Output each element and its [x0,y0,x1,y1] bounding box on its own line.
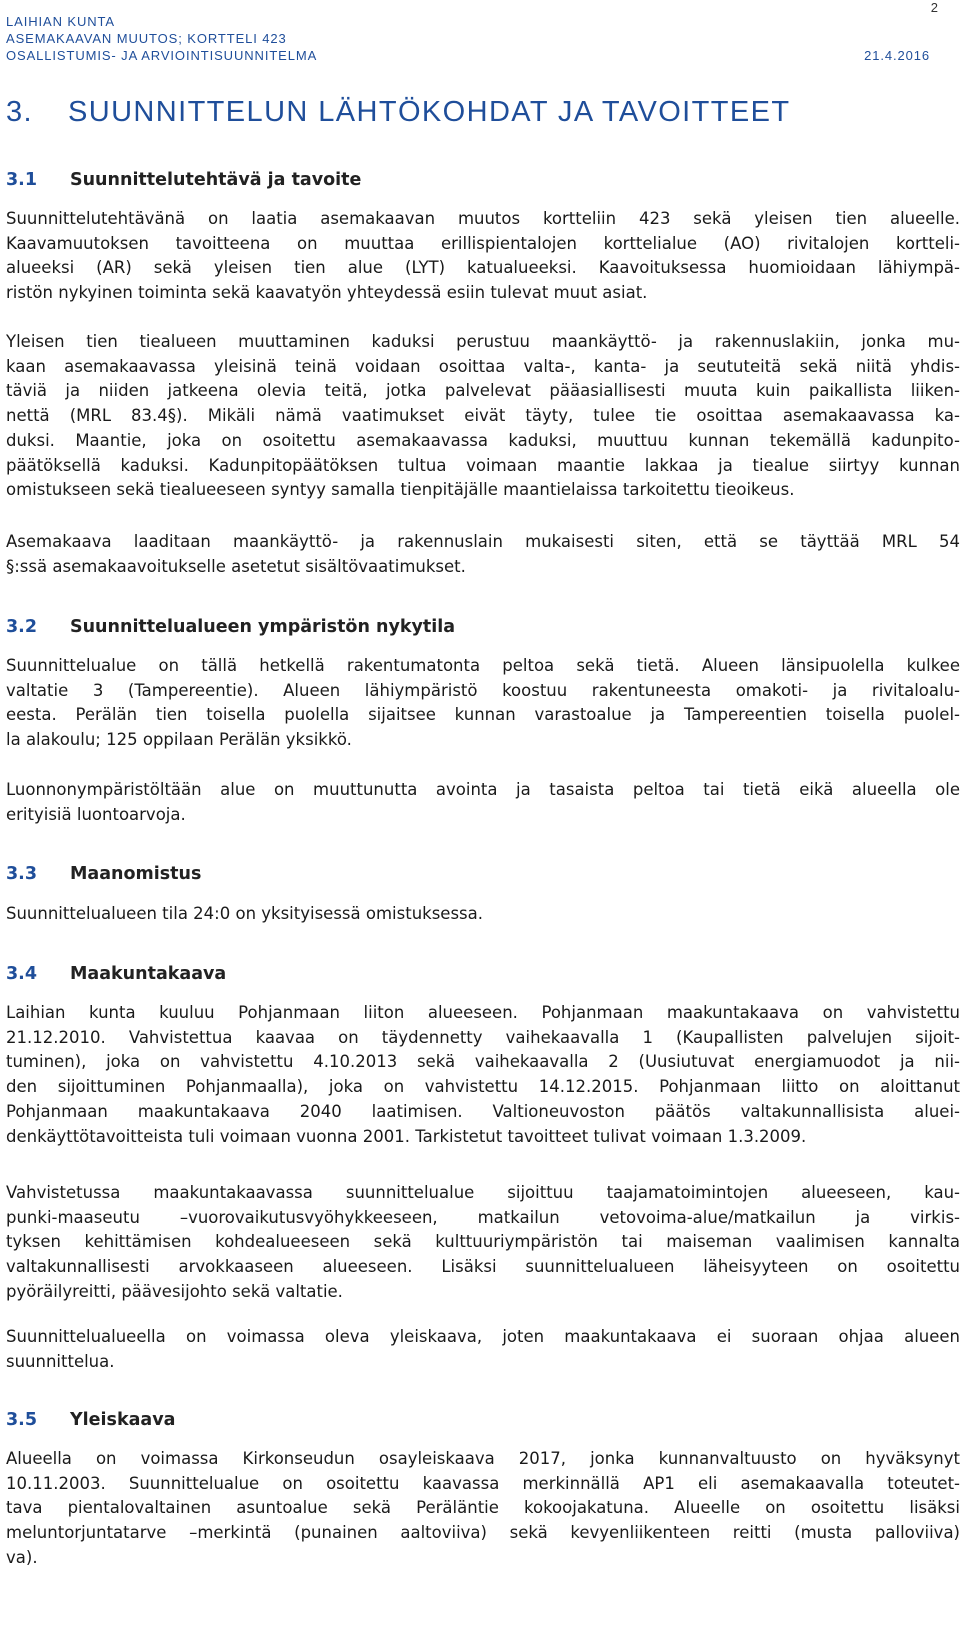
heading-3-1 [6,170,361,190]
text-line: Pohjanmaan maakuntakaava 2040 laatimisen. Valtioneuvoston päätös valtakunnallisista aluei- [6,1101,960,1121]
text-line: tyksen kehittämisen kohdealueeseen sekä kulttuuriympäristön tai maiseman vaalimisen kannalta [6,1232,960,1252]
text-line: la alakoulu; 125 oppilaan Perälän yksikkö. [6,730,352,750]
text-line: Suunnittelutehtävänä on laatia asemakaavan muutos kortteliin 423 sekä yleisen tien alueelle. [6,209,960,228]
text-line: kaan asemakaavassa yleisinä teinä voidaan osoittaa valta-, kanta- ja seututeitä sekä niitä yhdis- [6,356,960,376]
text-line: 10.11.2003. Suunnittelualue on osoitettu kaavassa merkinnällä AP1 eli asemakaavalla toteutet- [6,1473,960,1493]
heading-3-5 [6,1410,175,1430]
text-line: omistukseen sekä tiealueeseen syntyy samalla tienpitäjälle maantielaissa tarkoitettu tieoikeus. [6,480,795,500]
text-line: va). [6,1547,38,1567]
header-date: 21.4.2016 [864,48,930,63]
text-line: Vahvistetussa maakuntakaavassa suunnittelualue sijoittuu taajamatoimintojen alueeseen, kau- [6,1183,960,1202]
heading-number: 3.1 [6,170,38,190]
text-line: päätöksellä kaduksi. Kadunpitopäätöksen tultua voimaan maantie lakkaa ja tiealue siirtyy kunnan [6,455,960,475]
section-heading [6,96,790,129]
text-line: denkäyttötavoitteista tuli voimaan vuonna 2001. Tarkistetut tavoitteet tulivat voimaan 1.3.2009. [6,1126,807,1146]
paragraph-3-4-3 [6,1325,960,1374]
text-line: valtakunnallisesti arvokkaaseen alueeseen. Lisäksi suunnittelualueen läheisyyteen on osoitettu [6,1257,960,1277]
text-line: erityisiä luontoarvoja. [6,804,186,824]
text-line: alueeksi (AR) sekä yleisen tien alue (LYT) katualueeksi. Kaavoituksessa huomioidaan lähiympä- [6,258,960,278]
paragraph-3-3-1 [6,902,960,927]
heading-number: 3.3 [6,864,38,884]
text-line: pyöräilyreitti, päävesijohto sekä valtatie. [6,1281,343,1301]
text-line: Laihian kunta kuuluu Pohjanmaan liiton alueeseen. Pohjanmaan maakuntakaava on vahvistettu [6,1003,960,1022]
paragraph-3-4-1 [6,1001,960,1149]
text-line: ristön nykyinen toiminta sekä kaavatyön yhteydessä esiin tulevat muut asiat. [6,283,648,303]
page-number: 2 [930,0,938,15]
section-number: 3. [6,96,33,128]
heading-title: Maakuntakaava [70,964,227,984]
text-line: tava pientalovaltainen asuntoalue sekä Peräläntie kokoojakatuna. Alueelle on osoitettu lisäksi [6,1498,960,1518]
heading-3-4 [6,964,226,984]
text-line: valtatie 3 (Tampereentie). Alueen lähiympäristö koostuu rakentuneesta omakoti- ja rivitaloalu- [6,680,960,700]
text-line: §:ssä asemakaavoitukselle asetetut sisältövaatimukset. [6,556,466,576]
text-line: Kaavamuutoksen tavoitteena on muuttaa erillispientalojen korttelialue (AO) rivitalojen kortteli- [6,233,960,253]
heading-number: 3.2 [6,617,38,637]
heading-title: Suunnittelualueen ympäristön nykytila [70,617,456,637]
text-line: duksi. Maantie, joka on osoitettu asemakaavassa kaduksi, muuttuu kunnan tekemällä kadunpito- [6,430,960,450]
paragraph-3-5-1 [6,1447,960,1571]
heading-3-3 [6,864,201,884]
paragraph-3-1-2 [6,330,960,503]
text-line: 21.12.2010. Vahvistettua kaavaa on täydennetty vaihekaavalla 1 (Kaupallisten palvelujen sijoit- [6,1027,960,1047]
heading-3-2 [6,617,455,637]
header-doc: OSALLISTUMIS- JA ARVIOINTISUUNNITELMA [6,48,318,63]
text-line: Yleisen tien tiealueen muuttaminen kaduksi perustuu maankäyttö- ja rakennuslakiin, jonka mu- [6,332,960,351]
text-line: Alueella on voimassa Kirkonseudun osayleiskaava 2017, jonka kunnanvaltuusto on hyväksynyt [6,1449,960,1468]
paragraph-3-2-2 [6,778,960,827]
heading-number: 3.4 [6,964,38,984]
text-line: tuminen), joka on vahvistettu 4.10.2013 sekä vaihekaavalla 2 (Uusiutuvat energiamuodot ja nii- [6,1052,960,1072]
paragraph-3-4-2 [6,1181,960,1305]
text-line: Luonnonympäristöltään alue on muuttunutta avointa ja tasaista peltoa tai tietä eikä alueella ole [6,780,960,799]
heading-title: Suunnittelutehtävä ja tavoite [70,170,362,190]
text-line: suunnittelua. [6,1351,115,1371]
heading-title: Maanomistus [70,864,202,884]
text-line: Asemakaava laaditaan maankäyttö- ja rakennuslain mukaisesti siten, että se täyttää MRL 54 [6,532,960,551]
text-line: nettä (MRL 83.4§). Mikäli nämä vaatimukset eivät täyty, tulee tie osoittaa asemakaavassa ka- [6,406,960,426]
text-line: Suunnittelualueen tila 24:0 on yksityisessä omistuksessa. [6,904,484,923]
section-title: SUUNNITTELUN LÄHTÖKOHDAT JA TAVOITTEET [68,96,791,128]
heading-number: 3.5 [6,1410,38,1430]
paragraph-3-2-1 [6,654,960,753]
paragraph-3-1-1 [6,207,960,306]
text-line: täviä ja niiden jatkeena olevia teitä, jotka palvelevat pääasiallisesti muuta kuin paikallista liiken- [6,381,960,401]
paragraph-3-1-3 [6,530,960,579]
header-org: LAIHIAN KUNTA [6,14,115,29]
text-line: Suunnittelualueella on voimassa oleva yleiskaava, joten maakuntakaava ei suoraan ohjaa alueen [6,1327,960,1346]
text-line: meluntorjuntatarve –merkintä (punainen aaltoviiva) sekä kevyenliikenteen reitti (musta palloviiva) [6,1523,960,1543]
heading-title: Yleiskaava [70,1410,176,1430]
text-line: eesta. Perälän tien toisella puolella sijaitsee kunnan varastoalue ja Tampereentien toisella puolel- [6,705,960,725]
text-line: punki-maaseutu –vuorovaikutusvyöhykkeeseen, matkailun vetovoima-alue/matkailun ja virkis- [6,1207,960,1227]
text-line: Suunnittelualue on tällä hetkellä rakentumatonta peltoa sekä tietä. Alueen länsipuolella kulkee [6,656,960,675]
header-subject: ASEMAKAAVAN MUUTOS; KORTTELI 423 [6,31,287,46]
text-line: den sijoittuminen Pohjanmaalla), joka on vahvistettu 14.12.2015. Pohjanmaan liitto on aloittanut [6,1077,960,1097]
